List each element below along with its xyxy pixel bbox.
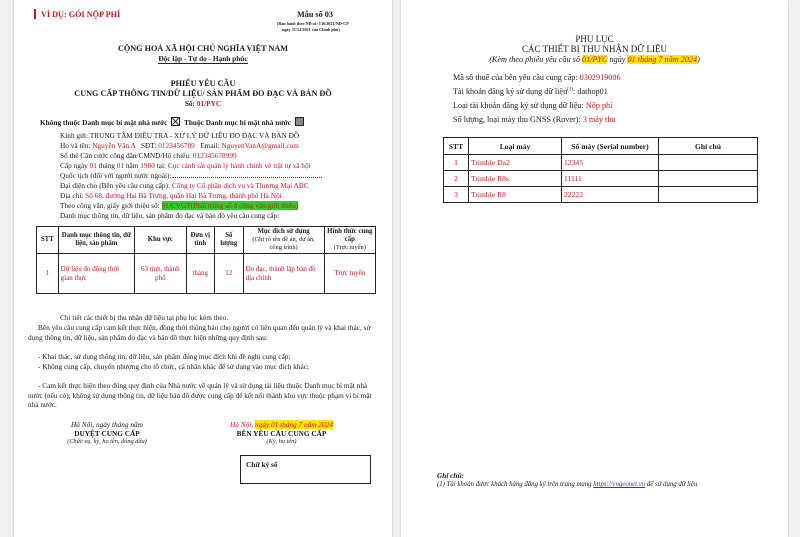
commitment-text: Bên yêu cầu cung cấp cam kết thực hiện, đồng thời thông báo cho người có liên quan đến quản lý và khai thác, sử dụng thông tin, dữ liệu, sản phẩm đo đạc và bản đồ thực hiện những quy định sau: [28,323,371,342]
applicant-name: Nguyễn Văn A [92,141,136,150]
table-header-row: STT Loại máy Số máy (Serial number) Ghi chú [444,138,758,155]
account-type-line: Loại tài khoản đăng ký sử dụng dữ liệu: Nộp phí [453,101,613,110]
id-line: Số thẻ Căn cước công dân/CMND/Hộ chiếu: 012345678999 [60,151,237,160]
form-note-1: (Ban hành theo NĐ số: 136/2021/NĐ-CP [277,21,349,26]
request-number: 01/PYC [196,99,222,108]
address-line: Địa chỉ: Số 68, đường Hai Bà Trưng, quận Hai Bà Trưng, thành phố Hà Nội [60,191,282,200]
form-page [14,0,392,537]
applicant-phone: 0123456789 [158,141,195,150]
device-table [443,137,758,203]
note-title: Ghi chú: [437,471,464,480]
example-label: VÍ DỤ: GÓI NỘP PHÍ [41,10,121,19]
reference-line: Theo công văn, giấy giới thiệu số: 01/CVGT(Phải trùng số ở công văn/giới thiệu) [60,201,299,210]
table-header-row: STT Danh mục thông tin, dữ liệu, sản phẩm Khu vực Đơn vị tính Số lượng Mục đích sử dụng (Ghi rõ tên đề án, dự án, công trình) Hình thức cung cấp (Trực tuyến) [37,227,376,254]
checkbox-not-secret[interactable] [171,117,180,126]
form-number-line: Số: 01/PYC [184,99,222,108]
approval-title: DUYỆT CUNG CẤP [74,429,140,438]
form-note-2: ngày 31/12/2021 của Chính phủ) [282,27,340,32]
receiver-count: 3 máy thu [582,115,616,124]
table-row: 2 Trimble R8s 11111 [444,171,758,187]
approval-subtitle: (Chức vụ, ký, họ tên, đóng dấu) [67,438,147,445]
country-name: CỘNG HOÀ XÃ HỘI CHỦ NGHĨA VIỆT NAM [117,44,289,53]
commitment-item-3: - Cam kết thực hiện theo đúng quy định của Nhà nước về quản lý và sử dụng tài liệu thuộc Danh mục bí mật nhà nước (nếu có); không sử dụng thông tin, dữ liệu bản đồ được cung cấp để kết nối thành khu vực thuộc phạm vi bí mật nhà nước. [28,381,372,410]
approval-date: Hà Nội, ngày tháng năm [71,420,143,429]
table-row: 1 Trimble Da2 12345 [444,155,758,171]
requester-date: Hà Nội, ngày 01 tháng 7 năm 2024 [230,420,333,429]
name-line: Họ và tên: Nguyễn Văn A SĐT: 0123456789 Email: NguyenVanA@gmail.com [60,141,299,150]
commitment-item-2: - Không cung cấp, chuyển nhượng cho tổ chức, cá nhân khác để sử dụng vào mục đích khác; [38,362,310,371]
tax-code: 0302919086 [579,73,621,82]
receiver-count-line: Số lượng, loại máy thu GNSS (Rover): 3 máy thu [453,115,616,124]
id-number: 012345678999 [192,151,237,160]
account-line: Tài khoản đăng ký sử dụng dữ liệu$^{(1)}$: dathop01 [453,87,608,96]
example-marker [34,9,36,19]
list-label: Danh mục thông tin, dữ liệu, sản phẩm đo đạc và bản đồ yêu cầu cung cấp: [60,211,280,220]
checkbox-secret[interactable] [295,117,304,126]
form-subtitle: CUNG CẤP THÔNG TIN/DỮ LIỆU/ SẢN PHẨM ĐO ĐẠC VÀ BẢN ĐỒ [74,89,332,98]
national-motto: Độc lập - Tự do - Hạnh phúc [158,54,248,63]
tax-line: Mã số thuế của bên yêu cầu cung cấp: 0302919086 [453,73,621,82]
requester-title: BÊN YÊU CẦU CUNG CẤP [236,429,327,438]
digital-signature-box[interactable]: Chữ ký số [240,455,371,484]
request-table [36,226,376,294]
appendix-page [401,0,788,537]
company-name: Công ty Cổ phần dịch vụ và Thương Mại ABC [171,181,309,190]
account-type: Nộp phí [585,101,613,110]
note-text: (1) Tài khoản được khách hàng đăng ký trên trang mạng https://vngeonet.vn để sử dụng dữ liệu [437,481,698,488]
applicant-email: NguyenVanA@gmail.com [221,141,299,150]
secret-classification: Không thuộc Danh mục bí mật nhà nước Thuộc Danh mục bí mật nhà nước [40,117,306,127]
table-row: 1 Dữ liệu đo động thời gian thực 63 tỉnh, thành phố tháng 12 Đo đạc, thành lập bản đồ địa chính Trực tuyến [37,254,376,294]
requester-subtitle: (Ký, họ tên) [266,438,297,445]
appendix-reference: (Kèm theo phiếu yêu cầu số 01/PYC ngày 01 tháng 7 năm 2024) [489,55,700,64]
issue-line: Cấp ngày 01 tháng 01 năm 1980 tại: Cục cảnh sát quản lý hành chính về trật tự xã hội [60,161,311,170]
appendix-title: PHỤ LỤC [575,34,614,44]
recipient-line: Kính gửi: TRUNG TÂM ĐIỀU TRA - XỬ LÝ DỮ LIỆU ĐO ĐẠC VÀ BẢN ĐỒ [60,131,300,140]
representative-line: Đại diện cho (Bên yêu cầu cung cấp): Công ty Cổ phần dịch vụ và Thương Mại ABC [60,181,309,190]
reference-number: 01/CVGT(Phải trùng số ở công văn/giới thiệu) [161,201,299,210]
form-title: PHIẾU YÊU CẦU [170,79,236,88]
appendix-request-no: 01/PYC [581,55,608,64]
appendix-date: 01 tháng 7 năm 2024 [627,55,698,64]
account-name: dathop01 [577,87,608,96]
vngeonet-link[interactable]: https://vngeonet.vn [593,481,646,488]
nationality-line: Quốc tịch (đối với người nước ngoài): [60,171,322,180]
company-address: Số 68, đường Hai Bà Trưng, quận Hai Bà Trưng, thành phố Hà Nội [85,191,282,200]
form-number: Mẫu số 03 [297,10,333,19]
commitment-item-1: - Khai thác, sử dụng thông tin, dữ liệu, sản phẩm đúng mục đích khi đề nghị cung cấp; [38,352,291,361]
appendix-subtitle: CÁC THIẾT BỊ THU NHẬN DỮ LIỆU [522,44,667,54]
issue-place: Cục cảnh sát quản lý hành chính về trật tự xã hội [167,161,311,170]
table-row: 3 Trimble R8 22222 [444,187,758,203]
detail-note: Chi tiết các thiết bị thu nhận dữ liệu tại phụ lục kèm theo. [60,313,229,322]
